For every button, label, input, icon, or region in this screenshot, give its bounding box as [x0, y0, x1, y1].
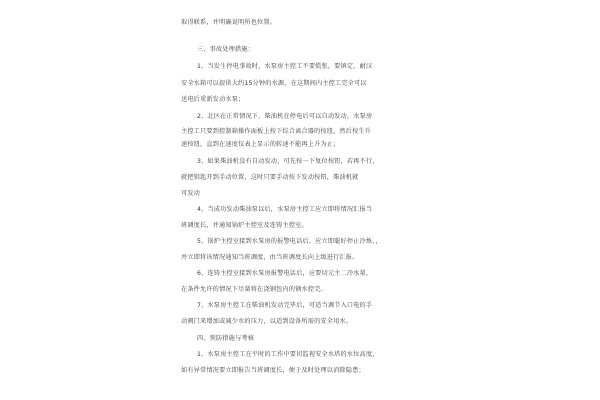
- text-line: 并立即将该情况通知当班调度，由当班调度长向上级进行汇报。: [181, 254, 359, 261]
- text-line: 3、如果柴油机没有自动发动，可先按一下复位按钮，若再不行，: [197, 158, 379, 165]
- text-line: 6、连铸主控室接到水泵房报警电话后，应要切元主二冷水量，: [197, 270, 373, 277]
- text-line: 主控工只要到控制箱操作面板上按下综合离合器的按纽，然后按生升: [181, 128, 372, 135]
- text-line: 安全水箱可以提供大约15分钟的水源，在这期间内主控工完全可以: [181, 80, 367, 87]
- text-line: 速按纽，直到在速度仪表上显示的转速不能再上升为止；: [181, 141, 340, 148]
- text-line: 如有异常情况要立即报告当班调度长，便于及时处理以消除隐患；: [181, 367, 365, 374]
- text-line: 送电后重新发动水泵；: [181, 96, 245, 103]
- text-line: 1、水泵房主控工在平时的工作中要切监视安全水塔的水位高度，: [197, 351, 379, 358]
- text-line: 5、锅炉主控室接到水泵房的报警电话后，应立即聪好停止冷炼，，: [197, 238, 382, 245]
- text-line: 在条件允许的情况下尽量将在浇钢包内的钢水控完。: [181, 286, 327, 293]
- text-line: 可发动: [181, 190, 201, 197]
- section-heading: 三、事故处理措施：: [197, 46, 255, 53]
- text-line: 1、当发生停电事故时，水泵房主控工不要慌张，要镇定，耐汉: [197, 63, 373, 70]
- text-line: 班调度长，并通知锅炉主控室及连铸主控室。: [181, 222, 308, 229]
- text-line: 动阀门来增加或减少水的压力，以适到设备所需的安全用水。: [181, 318, 353, 325]
- text-line: 4、当成功发动柴油泵以后，水泵房主控工应立即将情况汇报当: [197, 206, 373, 213]
- text-line: 2、北区在正常情况下，柴油机在停电后可以自动发动，水泵房: [197, 113, 373, 120]
- text-line: 就把钥匙开到手动位置，这时只要手动按下发动按钮，柴油机就: [181, 174, 359, 181]
- section-heading: 四、预防措施与考核: [197, 335, 255, 342]
- text-line: 7、水泵房主控工在柴油机发动完毕后，可适当调节入口电的手: [197, 302, 373, 309]
- text-line: 取得联系，并明确说明所也位置。: [181, 19, 277, 26]
